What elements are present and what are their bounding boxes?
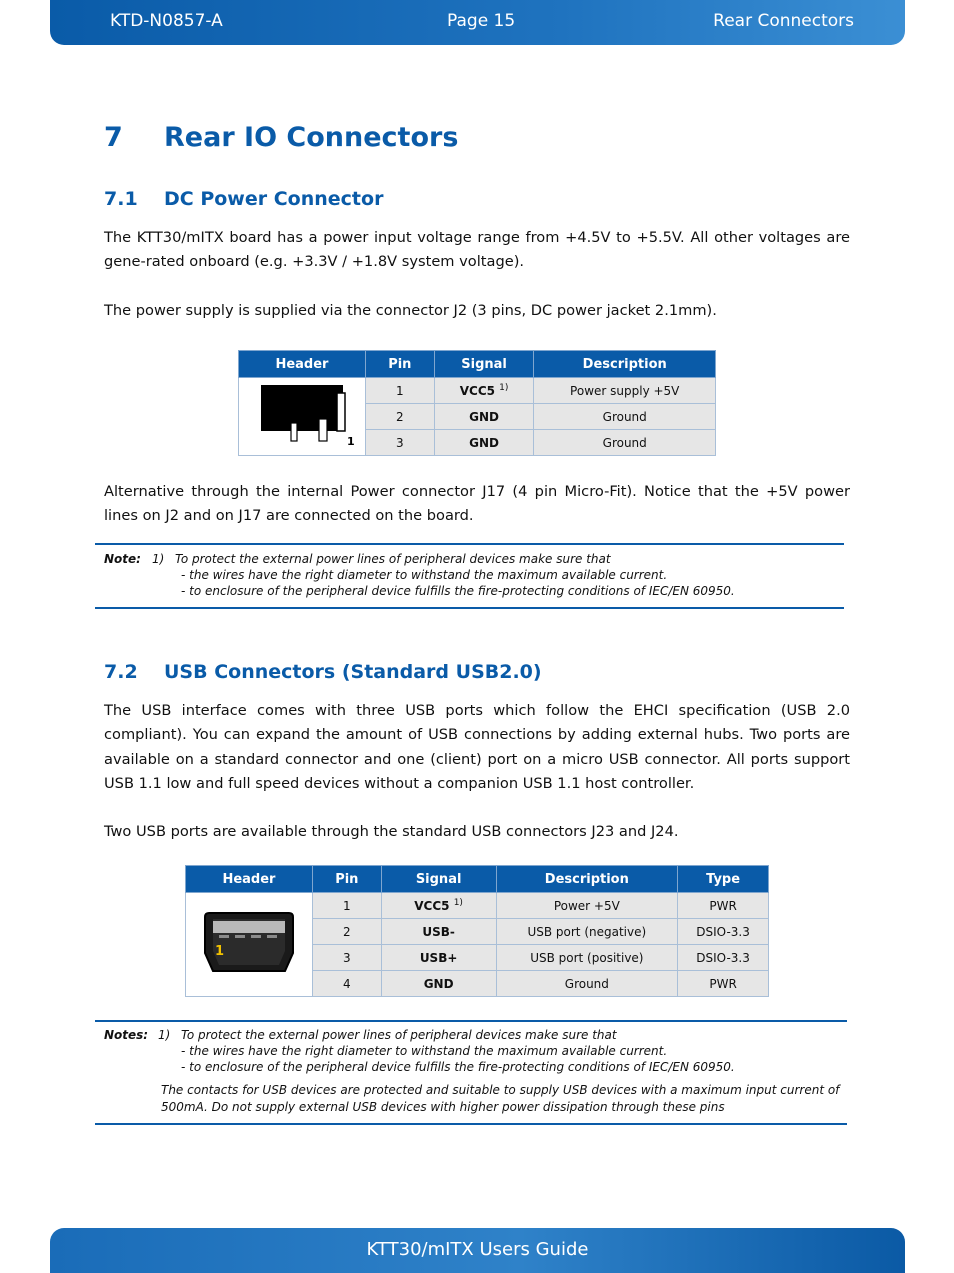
note-text: The contacts for USB devices are protected and suitable to supply USB devices with a maximum input current of 500mA. Do not supply external USB devices with higher power dissipation through these pins bbox=[161, 1083, 840, 1114]
page-footer bbox=[50, 1228, 905, 1273]
column-header: Signal bbox=[381, 866, 496, 893]
note-text: To protect the external power lines of peripheral devices make sure that bbox=[181, 1028, 617, 1042]
paragraph: Two USB ports are available through the standard USB connectors J23 and J24. bbox=[104, 823, 679, 840]
pin-cell: 1 bbox=[365, 378, 434, 404]
signal-cell: GND bbox=[381, 971, 496, 997]
dc-jack-diagram bbox=[239, 378, 366, 456]
note-text: To protect the external power lines of peripheral devices make sure that bbox=[175, 552, 611, 566]
paragraph: The power supply is supplied via the connector J2 (3 pins, DC power jacket 2.1mm). bbox=[104, 302, 717, 319]
type-cell: DSIO-3.3 bbox=[678, 919, 769, 945]
chapter-heading bbox=[104, 122, 458, 153]
description-cell: Power supply +5V bbox=[534, 378, 716, 404]
chapter-title: Rear IO Connectors bbox=[164, 122, 459, 153]
description-cell: Power +5V bbox=[496, 893, 678, 919]
section-title-text: USB Connectors (Standard USB2.0) bbox=[164, 661, 542, 683]
description-cell: Ground bbox=[534, 430, 716, 456]
note-number: 1) bbox=[152, 552, 165, 566]
signal-cell: USB+ bbox=[381, 945, 496, 971]
table-header-row bbox=[239, 351, 716, 378]
paragraph: The USB interface comes with three USB ports which follow the EHCI specification (USB 2.0 compliant). You can expand the amount of USB connections by adding external hubs. Two ports are available on a standard connector and one (client) port on a micro USB connector. All ports support USB 1.1 low and full speed devices without a companion USB 1.1 host controller. bbox=[104, 702, 850, 792]
column-header: Header bbox=[239, 351, 366, 378]
column-header: Signal bbox=[434, 351, 534, 378]
divider bbox=[95, 1123, 847, 1125]
signal-cell: GND bbox=[434, 430, 534, 456]
divider bbox=[95, 1020, 847, 1022]
signal-cell: GND bbox=[434, 404, 534, 430]
note-text: - to enclosure of the peripheral device fulfills the fire-protecting conditions of IEC/EN 60950. bbox=[181, 1060, 735, 1075]
pin1-label: 1 bbox=[346, 435, 355, 448]
description-cell: USB port (positive) bbox=[496, 945, 678, 971]
pin1-label: 1 bbox=[214, 944, 224, 959]
note-number: 1) bbox=[158, 1028, 171, 1042]
dc-jack-image bbox=[247, 379, 357, 451]
chapter-number: 7 bbox=[104, 122, 123, 153]
signal-cell: USB- bbox=[381, 919, 496, 945]
section-number: 7.2 bbox=[104, 661, 138, 683]
section-heading-7-2 bbox=[104, 661, 542, 683]
note-label: Notes: bbox=[104, 1028, 149, 1042]
pin-cell: 2 bbox=[312, 919, 381, 945]
table-row bbox=[239, 378, 716, 404]
description-cell: Ground bbox=[534, 404, 716, 430]
column-header: Pin bbox=[312, 866, 381, 893]
type-cell: PWR bbox=[678, 893, 769, 919]
column-header: Pin bbox=[365, 351, 434, 378]
pin-cell: 1 bbox=[312, 893, 381, 919]
paragraph: The KTT30/mITX board has a power input voltage range from +4.5V to +5.5V. All other voltages are gene-rated onboard (e.g. +3.3V / +1.8V system voltage). bbox=[104, 229, 850, 271]
type-cell: DSIO-3.3 bbox=[678, 945, 769, 971]
column-header: Description bbox=[534, 351, 716, 378]
column-header: Description bbox=[496, 866, 678, 893]
signal-cell: VCC5 $^{1)}$ bbox=[434, 378, 534, 404]
column-header: Type bbox=[678, 866, 769, 893]
table-header-row bbox=[186, 866, 769, 893]
table-row bbox=[186, 893, 769, 919]
notes-block bbox=[104, 1027, 844, 1115]
pin-cell: 3 bbox=[365, 430, 434, 456]
usb-connector-image bbox=[201, 909, 297, 977]
footnote-ref: 1) bbox=[453, 898, 463, 908]
usb-connector-diagram bbox=[186, 893, 313, 997]
footer-title: KTT30/mITX Users Guide bbox=[366, 1239, 589, 1260]
pin-cell: 3 bbox=[312, 945, 381, 971]
section-title-text: DC Power Connector bbox=[164, 188, 384, 210]
paragraph: Alternative through the internal Power connector J17 (4 pin Micro-Fit). Notice that the +5V power lines on J2 and on J17 are connected on the board. bbox=[104, 483, 850, 525]
page-header bbox=[50, 0, 905, 45]
description-cell: Ground bbox=[496, 971, 678, 997]
dc-power-pin-table bbox=[238, 350, 716, 456]
doc-id: KTD-N0857-A bbox=[110, 11, 223, 31]
note-text: - the wires have the right diameter to withstand the maximum available current. bbox=[181, 1044, 668, 1058]
usb-pin-table bbox=[185, 865, 769, 997]
section-title: Rear Connectors bbox=[713, 11, 854, 31]
note-text: - to enclosure of the peripheral device fulfills the fire-protecting conditions of IEC/EN 60950. bbox=[181, 584, 735, 599]
divider bbox=[95, 543, 844, 545]
pin-cell: 2 bbox=[365, 404, 434, 430]
divider bbox=[95, 607, 844, 609]
section-number: 7.1 bbox=[104, 188, 138, 210]
column-header: Header bbox=[186, 866, 313, 893]
footnote-ref: 1) bbox=[499, 383, 509, 393]
signal-cell: VCC5 $^{1)}$ bbox=[381, 893, 496, 919]
type-cell: PWR bbox=[678, 971, 769, 997]
note-text: - the wires have the right diameter to withstand the maximum available current. bbox=[181, 568, 668, 582]
note-label: Note: bbox=[104, 552, 141, 566]
description-cell: USB port (negative) bbox=[496, 919, 678, 945]
page-number: Page 15 bbox=[447, 11, 516, 31]
note-block bbox=[104, 551, 844, 599]
section-heading-7-1 bbox=[104, 188, 383, 210]
pin-cell: 4 bbox=[312, 971, 381, 997]
